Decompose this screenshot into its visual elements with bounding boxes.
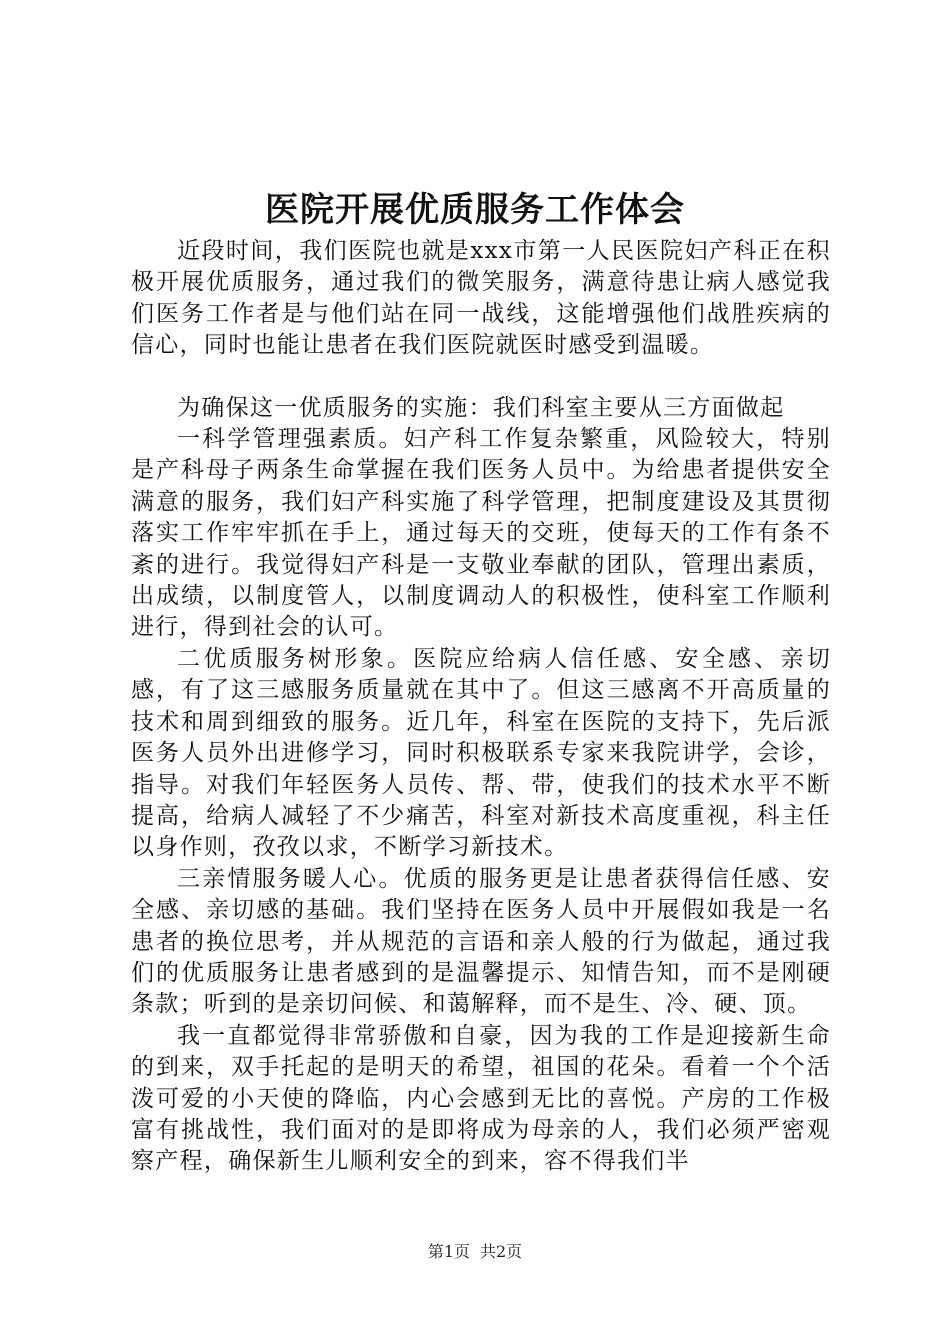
page-number: 第1页 bbox=[427, 1242, 470, 1261]
paragraph-care: 三亲情服务暖人心。优质的服务更是让患者获得信任感、安全感、亲切感的基础。我们坚持在医务人员中开展假如我是一名患者的换位思考，并从规范的言语和亲人般的行为做起，通过我们的优质服务让患者感到的是温馨提示、知情告知，而不是刚硬条款；听到的是亲切问候、和蔼解释，而不是生、冷、硬、顶。 bbox=[131, 865, 831, 1018]
page-total: 共2页 bbox=[480, 1242, 523, 1261]
paragraph-intro: 近段时间，我们医院也就是xxx市第一人民医院妇产科正在积极开展优质服务，通过我们的微笑服务，满意待患让病人感觉我们医务工作者是与他们站在同一战线，这能增强他们战胜疾病的信心，同时也能让患者在我们医院就医时感受到温暖。 bbox=[131, 238, 831, 359]
page-footer bbox=[0, 1242, 950, 1262]
paragraph-service: 二优质服务树形象。医院应给病人信任感、安全感、亲切感，有了这三感服务质量就在其中了。但这三感离不开高质量的技术和周到细致的服务。近几年，科室在医院的支持下，先后派医务人员外出进修学习，同时积极联系专家来我院讲学，会诊，指导。对我们年轻医务人员传、帮、带，使我们的技术水平不断提高，给病人减轻了不少痛苦，科室对新技术高度重视，科主任以身作则，孜孜以求，不断学习新技术。 bbox=[131, 645, 831, 861]
paragraph-lead: 为确保这一优质服务的实施：我们科室主要从三方面做起 bbox=[177, 394, 785, 421]
paragraph-reflection: 我一直都觉得非常骄傲和自豪，因为我的工作是迎接新生命的到来，双手托起的是明天的希望，祖国的花朵。看着一个个活泼可爱的小天使的降临，内心会感到无比的喜悦。产房的工作极富有挑战性，我们面对的是即将成为母亲的人，我们必须严密观察产程，确保新生儿顺利安全的到来，容不得我们半 bbox=[131, 1022, 831, 1175]
document-body bbox=[131, 236, 831, 1178]
paragraph-management: 一科学管理强素质。妇产科工作复杂繁重，风险较大，特别是产科母子两条生命掌握在我们医务人员中。为给患者提供安全满意的服务，我们妇产科实施了科学管理，把制度建设及其贯彻落实工作牢牢抓在手上，通过每天的交班，使每天的工作有条不紊的进行。我觉得妇产科是一支敬业奉献的团队，管理出素质，出成绩，以制度管人，以制度调动人的积极性，使科室工作顺利进行，得到社会的认可。 bbox=[131, 426, 831, 641]
document-title: 医院开展优质服务工作体会 bbox=[265, 190, 685, 230]
